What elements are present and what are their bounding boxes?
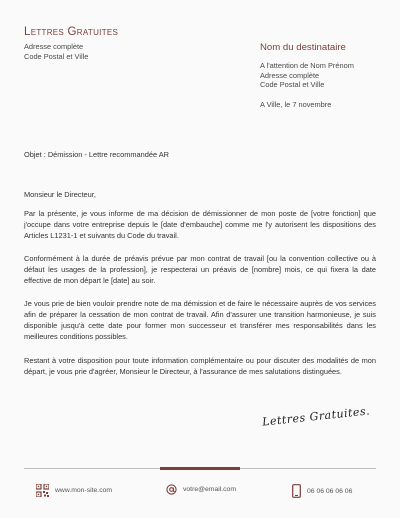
body-paragraph: Conformément à la durée de préavis prévue par mon contrat de travail [ou la convention collective ou à défaut les usages de la profession], je respecterai un préavis de [nombre] mois, ce qui fixera la date effective de mon départ le [date] au soir.: [24, 254, 376, 285]
sender-postal-city: Code Postal et Ville: [24, 51, 89, 61]
qr-code-icon: [36, 484, 49, 497]
footer-website-text: www.mon-site.com: [55, 487, 113, 494]
body-paragraph: Je vous prie de bien vouloir prendre note de ma démission et de faire le nécessaire auprès de vos services afin de préparer la cessation de mon contrat de travail. Afin d'assurer une transition harmonieuse, je suis disponible jusqu'à cette date pour former mon successeur et transférer mes responsabilités dans les meilleures conditions possibles.: [24, 299, 376, 341]
footer-phone-text: 06 06 06 06 06: [307, 487, 353, 495]
recipient-attention: A l'attention de Nom Prénom: [260, 61, 354, 70]
footer-website[interactable]: [36, 484, 112, 497]
recipient-name: Nom du destinataire: [260, 42, 346, 53]
body-paragraph: Par la présente, je vous informe de ma décision de démissionner de mon poste de [votre fonction] que j'occupe dans votre entreprise depuis le [date d'embauche] comme me l'y autorisent les dispositions des Articles L1231-1 et suivants du Code du travail.: [24, 209, 376, 240]
footer-email-text: votre@email.com: [183, 486, 236, 493]
sender-address-line: Adresse complète: [24, 42, 84, 51]
subject-line: Objet : Démission - Lettre recommandée AR: [24, 150, 169, 159]
footer-phone[interactable]: [292, 484, 352, 498]
recipient-address: [260, 61, 354, 90]
body-paragraph: Restant à votre disposition pour toute information complémentaire ou pour discuter des modalités de mon départ, je vous prie d'agréer, Monsieur le Directeur, à l'assurance de mes salutations distinguées.: [24, 356, 376, 376]
recipient-address-line: Adresse complète: [260, 70, 320, 80]
footer-email[interactable]: [166, 484, 236, 495]
sender-name: Lettres Gratuites: [24, 26, 119, 38]
salutation: Monsieur le Directeur,: [24, 190, 96, 199]
signature: Lettres Gratuites.: [261, 404, 371, 429]
footer-accent-bar: [160, 467, 240, 470]
date-line: A Ville, le 7 novembre: [260, 100, 332, 109]
sender-address: [24, 42, 88, 61]
recipient-postal-city: Code Postal et Ville: [260, 80, 325, 90]
at-sign-icon: [166, 484, 177, 495]
phone-icon: [292, 484, 301, 498]
